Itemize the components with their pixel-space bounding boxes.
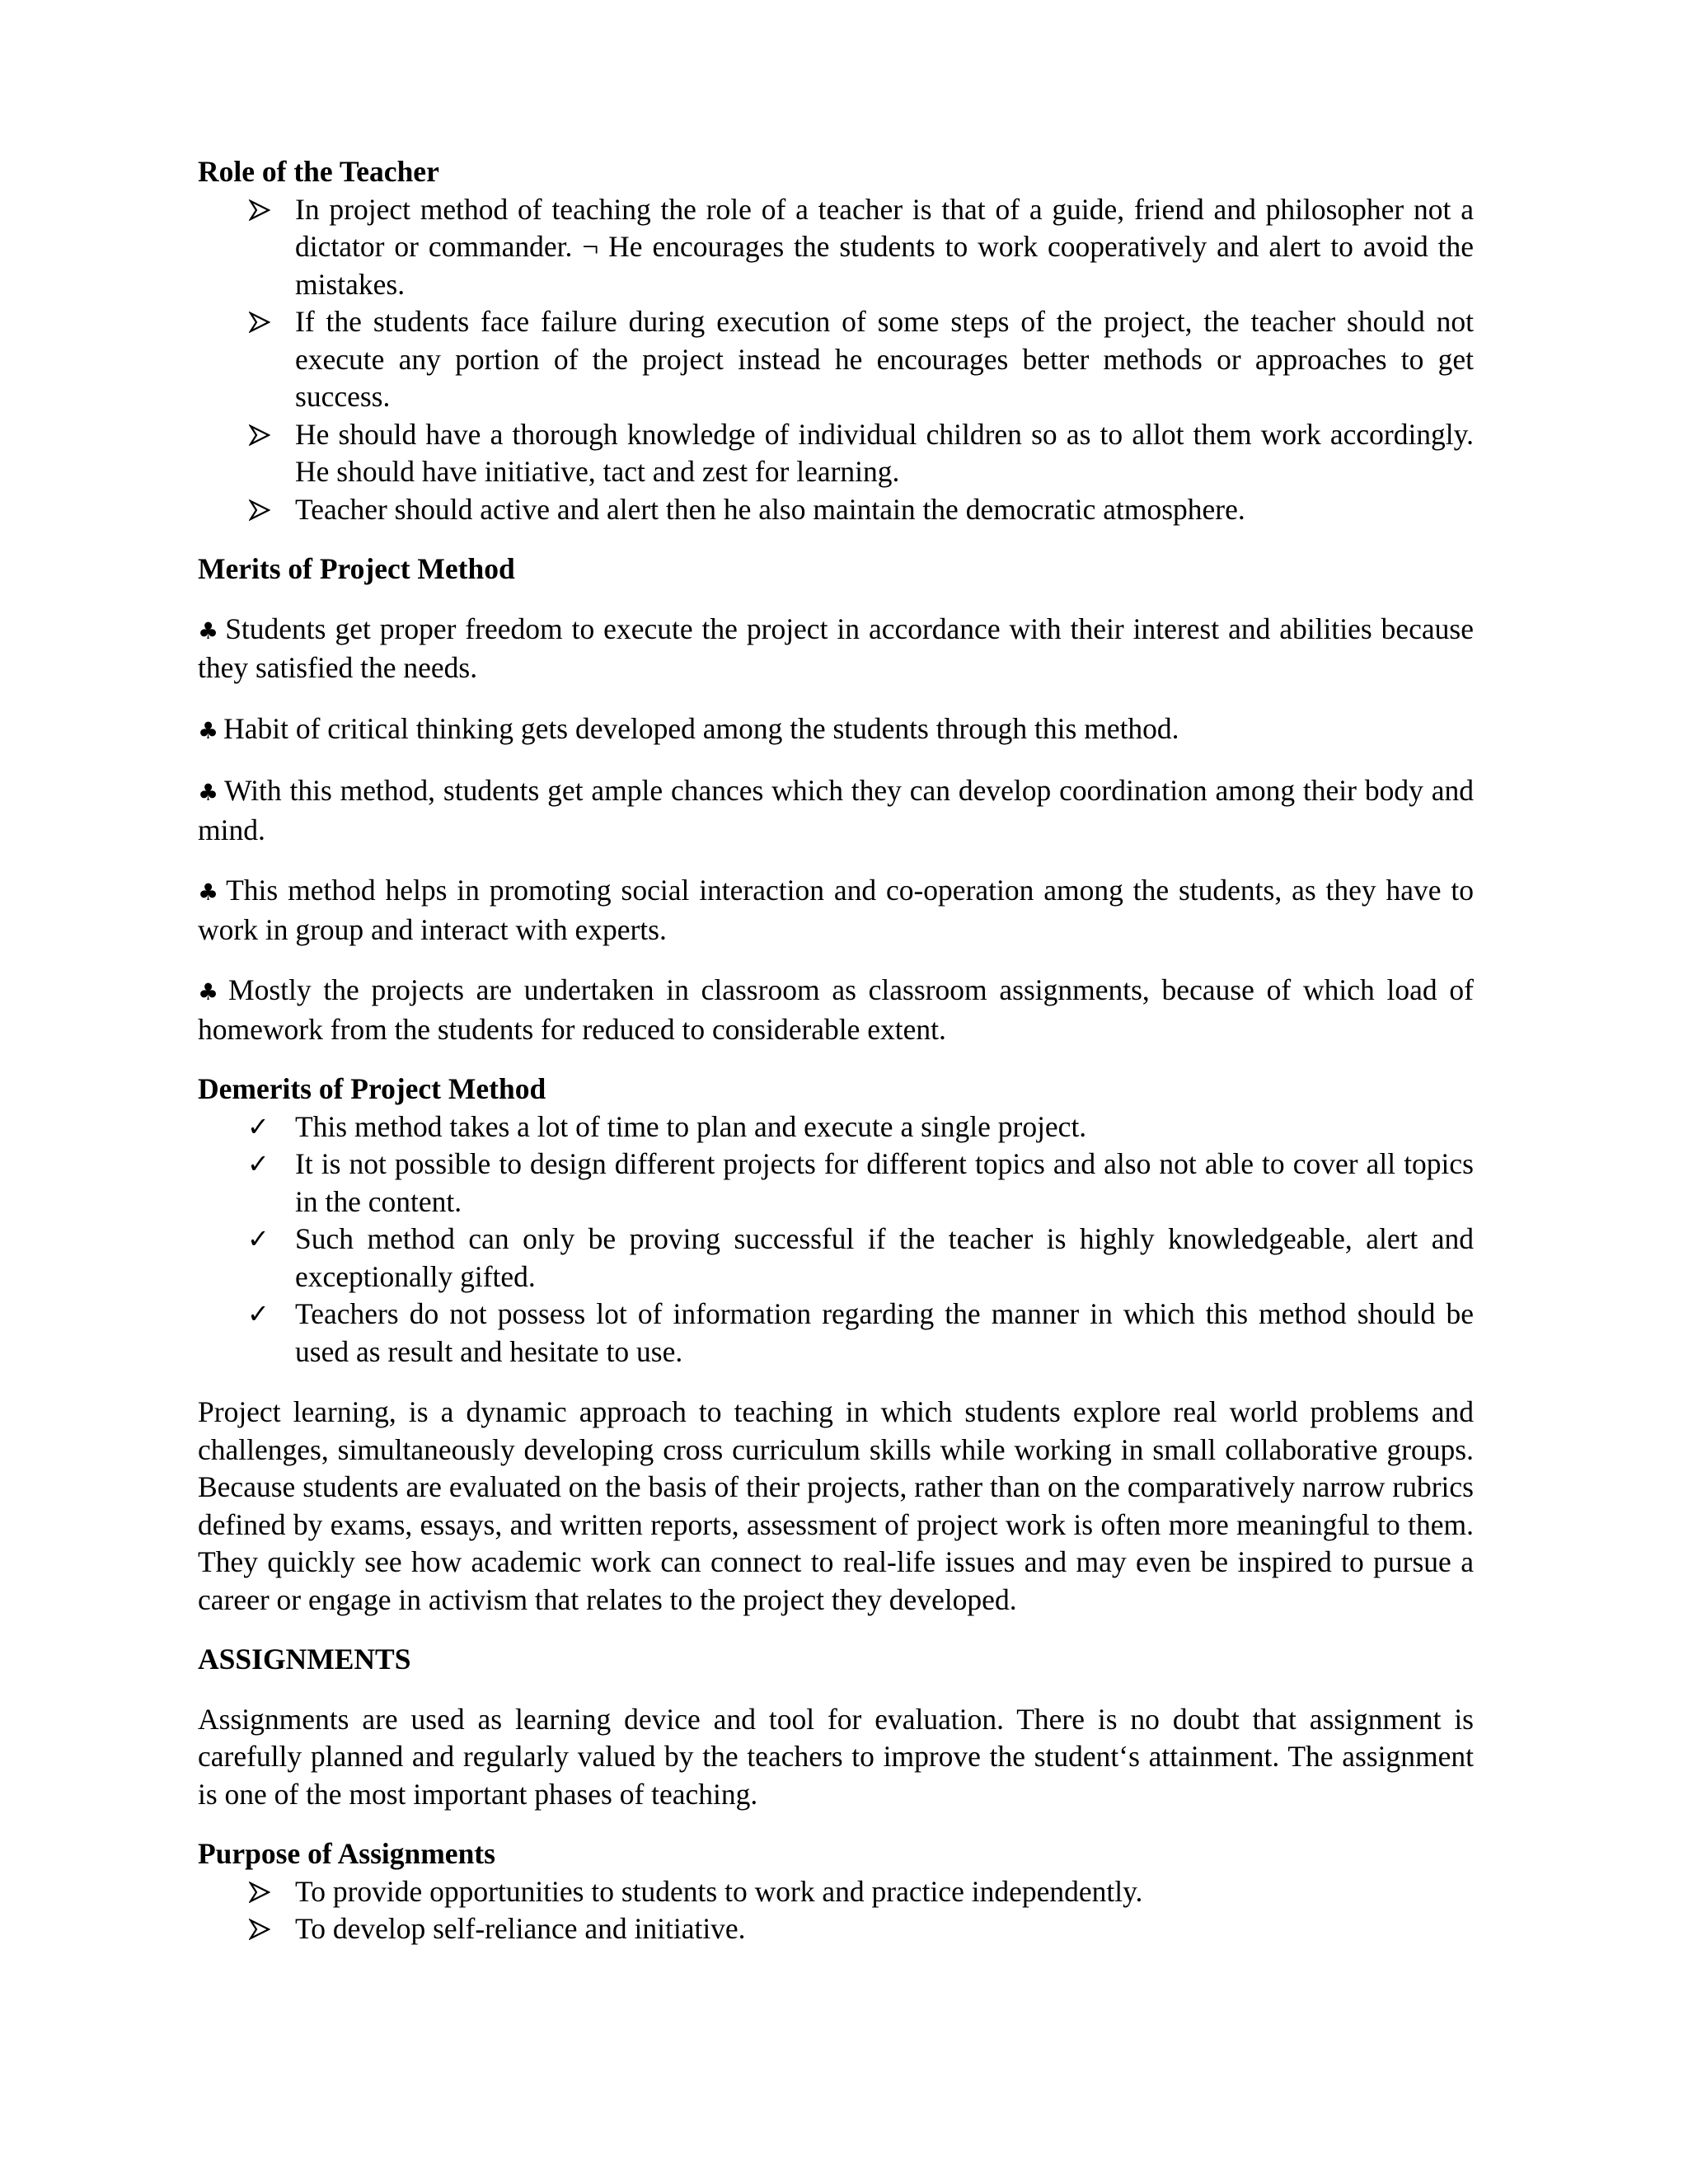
role-heading: Role of the Teacher [198, 155, 439, 188]
list-item-text: This method takes a lot of time to plan and execute a single project. [295, 1109, 1087, 1143]
list-item-text: It is not possible to design different projects for different topics and also not able to cover all topics in the content. [295, 1147, 1474, 1218]
role-list [198, 191, 1474, 529]
check-bullet-icon: ✓ [247, 1148, 270, 1179]
club-bullet-icon: ♣ [198, 879, 222, 906]
list-item [198, 491, 1474, 529]
merit-item [198, 772, 1474, 849]
list-item [198, 1146, 1474, 1221]
check-bullet-icon: ✓ [247, 1298, 270, 1329]
merits-heading: Merits of Project Method [198, 552, 515, 585]
arrow-bullet-icon [249, 424, 270, 446]
check-bullet-icon: ✓ [247, 1110, 270, 1142]
merit-text: With this method, students get ample chances which they can develop coordination among their body and mind. [198, 774, 1474, 846]
list-item [198, 1910, 1474, 1948]
merit-item [198, 710, 1474, 750]
merit-item [198, 972, 1474, 1048]
demerits-list [198, 1108, 1474, 1371]
list-item [198, 1296, 1474, 1371]
list-item-text: Such method can only be proving successful if the teacher is highly knowledgeable, alert and exceptionally gifted. [295, 1222, 1474, 1293]
assignments-paragraph: Assignments are used as learning device and tool for evaluation. There is no doubt that assignment is carefully planned and regularly valued by the teachers to improve the student‘s attainment. The assignment is one of the most important phases of teaching. [198, 1702, 1474, 1811]
merit-text: Habit of critical thinking gets developed among the students through this method. [223, 711, 1179, 745]
club-bullet-icon: ♣ [198, 616, 221, 644]
merit-item [198, 872, 1474, 949]
project-learning-paragraph: Project learning, is a dynamic approach to teaching in which students explore real world problems and challenges, simultaneously developing cross curriculum skills while working in small collaborative groups. Because students are evaluated on the basis of their projects, rather than on the comparatively narrow rubrics defined by exams, essays, and written reports, assessment of project work is often more meaningful to them. They quickly see how academic work can connect to real-life issues and may even be inspired to pursue a career or engage in activism that relates to the project they developed. [198, 1395, 1474, 1616]
merit-item [198, 611, 1474, 687]
arrow-bullet-icon [249, 312, 270, 333]
arrow-bullet-icon [249, 1919, 270, 1940]
list-item-text: He should have a thorough knowledge of individual children so as to allot them work accordingly. He should have initiative, tact and zest for learning. [295, 417, 1474, 488]
check-bullet-icon: ✓ [247, 1223, 270, 1254]
club-bullet-icon: ♣ [198, 779, 220, 806]
list-item [198, 191, 1474, 304]
arrow-bullet-icon [249, 499, 270, 521]
merit-text: Students get proper freedom to execute the project in accordance with their interest and abilities because they satisfied the needs. [198, 612, 1474, 684]
list-item-text: If the students face failure during execution of some steps of the project, the teacher should not execute any portion of the project instead he encourages better methods or approaches to get success. [295, 305, 1474, 413]
club-bullet-icon: ♣ [198, 978, 223, 1005]
list-item-text: In project method of teaching the role of a teacher is that of a guide, friend and philosopher not a dictator or commander. ¬ He encourages the students to work cooperatively and alert to avoid the mistakes. [295, 192, 1474, 301]
demerits-heading: Demerits of Project Method [198, 1072, 546, 1105]
list-item-text: To provide opportunities to students to work and practice independently. [295, 1874, 1143, 1908]
merit-text: This method helps in promoting social interaction and co-operation among the students, as they have to work in group and interact with experts. [198, 874, 1475, 946]
assignments-heading: ASSIGNMENTS [198, 1643, 411, 1675]
list-item [198, 1873, 1474, 1911]
arrow-bullet-icon [249, 1882, 270, 1903]
list-item [198, 416, 1474, 491]
purpose-heading: Purpose of Assignments [198, 1837, 495, 1870]
list-item [198, 303, 1474, 416]
list-item-text: Teacher should active and alert then he also maintain the democratic atmosphere. [295, 492, 1245, 526]
list-item [198, 1108, 1474, 1146]
purpose-list [198, 1873, 1474, 1948]
list-item-text: Teachers do not possess lot of information regarding the manner in which this method should be used as result and hesitate to use. [295, 1297, 1474, 1368]
arrow-bullet-icon [249, 199, 270, 221]
document-page [198, 153, 1474, 1948]
list-item-text: To develop self-reliance and initiative. [295, 1912, 746, 1945]
merit-text: Mostly the projects are undertaken in classroom as classroom assignments, because of which load of homework from the students for reduced to considerable extent. [198, 973, 1474, 1046]
list-item [198, 1221, 1474, 1296]
club-bullet-icon: ♣ [198, 716, 219, 744]
